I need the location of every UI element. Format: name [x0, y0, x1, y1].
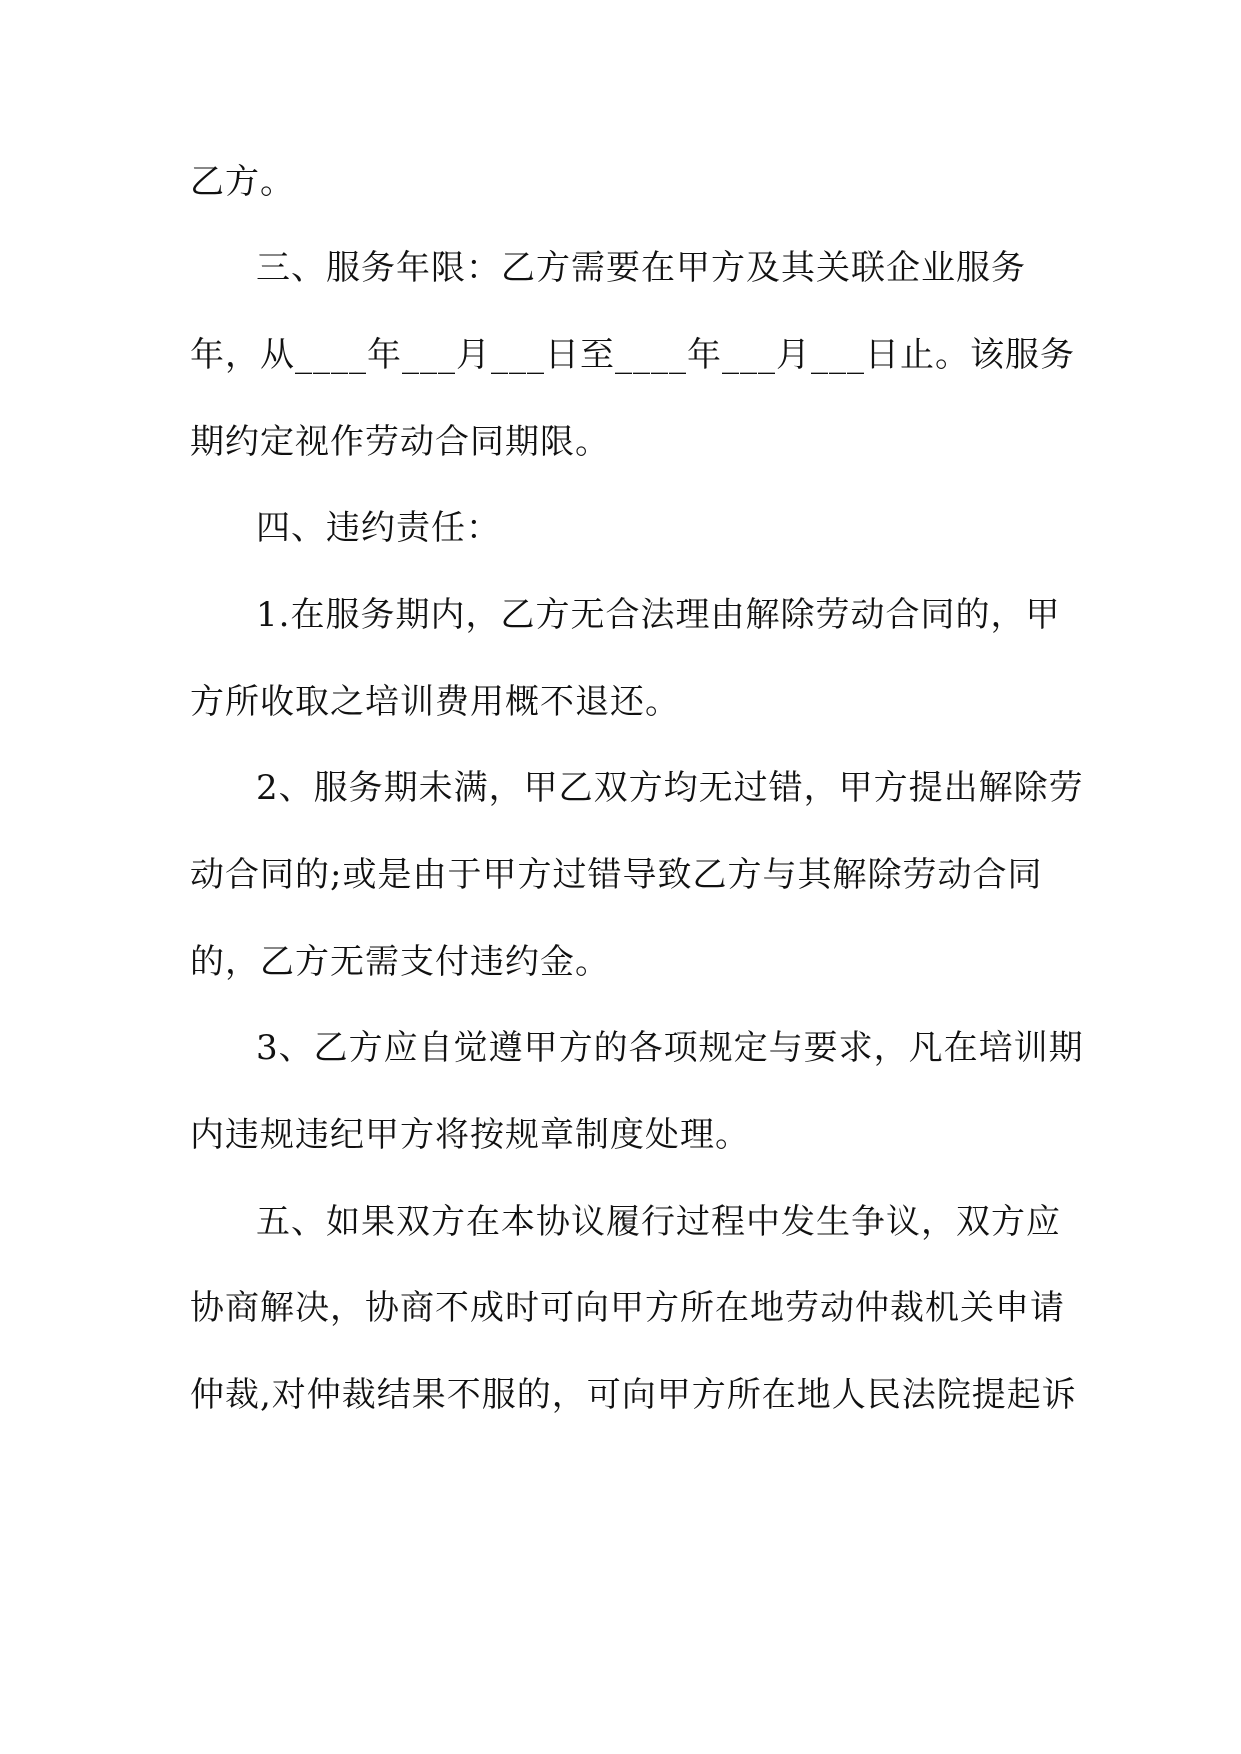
- item-1-line: 1.在服务期内，乙方无合法理由解除劳动合同的，甲: [256, 595, 1061, 635]
- text-line: 乙方。: [190, 162, 295, 202]
- text-line: 动合同的;或是由于甲方过错导致乙方与其解除劳动合同: [190, 855, 1043, 895]
- text-line: 年，从____年___月___日至____年___月___日止。该服务: [190, 335, 1075, 375]
- item-3-line: 3、乙方应自觉遵甲方的各项规定与要求，凡在培训期: [256, 1028, 1084, 1068]
- text-line: 的，乙方无需支付违约金。: [190, 942, 610, 982]
- clause-3-heading: 三、服务年限：乙方需要在甲方及其关联企业服务: [256, 248, 1026, 288]
- text-line: 期约定视作劳动合同期限。: [190, 422, 610, 462]
- text-line: 协商解决，协商不成时可向甲方所在地劳动仲裁机关申请: [190, 1288, 1065, 1328]
- text-line: 方所收取之培训费用概不退还。: [190, 682, 680, 722]
- clause-4-heading: 四、违约责任：: [256, 508, 501, 548]
- text-line: 内违规违纪甲方将按规章制度处理。: [190, 1115, 750, 1155]
- clause-5-heading: 五、如果双方在本协议履行过程中发生争议，双方应: [256, 1202, 1061, 1242]
- text-line: 仲裁,对仲裁结果不服的，可向甲方所在地人民法院提起诉: [190, 1375, 1077, 1415]
- item-2-line: 2、服务期未满，甲乙双方均无过错，甲方提出解除劳: [256, 768, 1084, 808]
